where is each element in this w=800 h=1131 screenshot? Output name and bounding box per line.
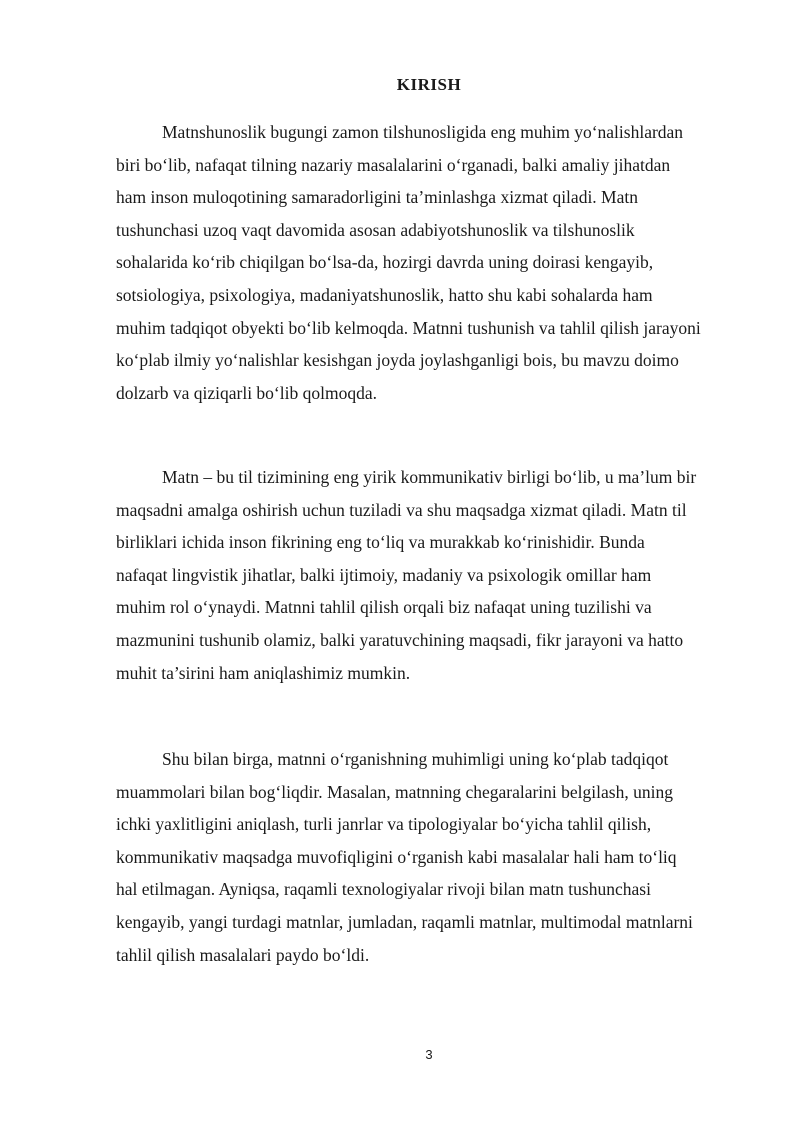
paragraph-line: kommunikativ maqsadga muvofiqligini o‘rganish kabi masalalar hali ham to‘liq	[116, 846, 677, 867]
paragraph-line: sotsiologiya, psixologiya, madaniyatshunoslik, hatto shu kabi sohalarda ham	[116, 284, 653, 305]
paragraph-line: muhim rol o‘ynaydi. Matnni tahlil qilish orqali biz nafaqat uning tuzilishi va	[116, 597, 652, 618]
paragraph-line: Matnshunoslik bugungi zamon tilshunosligida eng muhim yo‘nalishlardan	[162, 122, 684, 142]
paragraph-line: biri bo‘lib, nafaqat tilning nazariy masalalarini o‘rganadi, balki amaliy jihatdan	[116, 154, 671, 175]
paragraph-line: sohalarida ko‘rib chiqilgan bo‘lsa-da, hozirgi davrda uning doirasi kengayib,	[116, 252, 654, 273]
paragraph-line: tahlil qilish masalalari paydo bo‘ldi.	[116, 944, 370, 965]
paragraph-1	[116, 116, 746, 409]
paragraph-line: nafaqat lingvistik jihatlar, balki ijtimoiy, madaniy va psixologik omillar ham	[116, 564, 652, 585]
paragraph-line: ichki yaxlitligini aniqlash, turli janrlar va tipologiyalar bo‘yicha tahlil qilish,	[116, 814, 652, 835]
paragraph-line: hal etilmagan. Ayniqsa, raqamli texnologiyalar rivoji bilan matn tushunchasi	[116, 879, 651, 900]
paragraph-line: ko‘plab ilmiy yo‘nalishlar kesishgan joyda joylashganligi bois, bu mavzu doimo	[116, 350, 679, 371]
paragraph-line: muhit ta’sirini ham aniqlashimiz mumkin.	[116, 662, 411, 683]
section-title: KIRISH	[396, 75, 462, 94]
paragraph-line: tushunchasi uzoq vaqt davomida asosan adabiyotshunoslik va tilshunoslik	[116, 219, 635, 240]
paragraph-line: ham inson muloqotining samaradorligini ta’minlashga xizmat qiladi. Matn	[116, 187, 638, 208]
paragraph-line: mazmunini tushunib olamiz, balki yaratuvchining maqsadi, fikr jarayoni va hatto	[116, 629, 684, 650]
paragraph-line: Shu bilan birga, matnni o‘rganishning muhimligi uning ko‘plab tadqiqot	[162, 749, 669, 769]
paragraph-line: muhim tadqiqot obyekti bo‘lib kelmoqda. Matnni tushunish va tahlil qilish jarayoni	[116, 317, 701, 338]
paragraph-line: dolzarb va qiziqarli bo‘lib qolmoqda.	[116, 382, 377, 403]
paragraph-line: maqsadni amalga oshirish uchun tuziladi va shu maqsadga xizmat qiladi. Matn til	[116, 499, 687, 520]
paragraph-line: Matn – bu til tizimining eng yirik kommunikativ birligi bo‘lib, u ma’lum bir	[162, 467, 697, 487]
paragraph-line: muammolari bilan bog‘liqdir. Masalan, matnning chegaralarini belgilash, uning	[116, 781, 673, 802]
page-number: 3	[425, 1047, 433, 1062]
paragraph-line: kengayib, yangi turdagi matnlar, jumladan, raqamli matnlar, multimodal matnlarni	[116, 911, 693, 932]
paragraph-3	[116, 743, 746, 971]
paragraph-line: birliklari ichida inson fikrining eng to‘liq va murakkab ko‘rinishidir. Bunda	[116, 532, 645, 553]
paragraph-2	[116, 461, 746, 689]
